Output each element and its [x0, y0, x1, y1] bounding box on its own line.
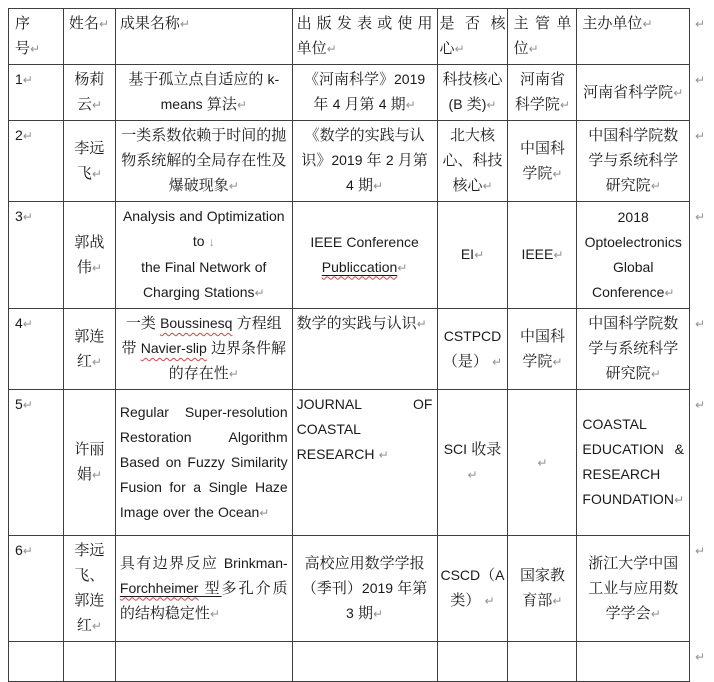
table-row-5-serial[interactable] [9, 390, 64, 536]
paragraph-mark-icon: ↵ [695, 128, 706, 143]
latin-text: CSCD [440, 567, 481, 583]
table-row-6-name[interactable]: 李远飞、郭连红↵ [63, 536, 115, 642]
latin-text: ) [481, 96, 487, 112]
paragraph-mark-icon: ↵ [22, 317, 33, 331]
table-row-7-supervisor[interactable] [508, 642, 577, 682]
latin-text: Regular [119, 403, 169, 420]
table-row-5 [9, 390, 714, 536]
paragraph-mark-icon: ↵ [650, 367, 661, 381]
linebreak-mark-icon: ↓ [208, 235, 215, 249]
latin-text: Fuzzy [187, 453, 225, 470]
paragraph-mark-icon: ↵ [22, 544, 33, 558]
table-row-4-supervisor[interactable]: 中国科学院↵ [508, 309, 577, 390]
paragraph-mark-icon: ↵ [664, 285, 675, 300]
table-row-3-achievement[interactable] [115, 202, 292, 309]
paragraph-mark-icon: ↵ [695, 16, 706, 31]
latin-text: Based [119, 453, 160, 470]
table-row-1 [9, 65, 714, 121]
paragraph-mark-icon: ↵ [228, 179, 239, 193]
results-table-body [9, 9, 714, 682]
paragraph-mark-icon: ↵ [91, 98, 102, 112]
paragraph-mark-icon: ↵ [695, 649, 706, 664]
paragraph-mark-icon: ↵ [378, 448, 389, 462]
paragraph-mark-icon: ↵ [673, 493, 684, 507]
paragraph-mark-icon: ↵ [642, 17, 653, 31]
table-row-6-serial[interactable] [9, 536, 64, 642]
table-row-4-serial[interactable] [9, 309, 64, 390]
latin-text: and [179, 208, 203, 224]
table-row-7-organizer[interactable] [577, 642, 690, 682]
table-row-7-core-status[interactable] [437, 642, 508, 682]
latin-text: Stations [203, 284, 255, 300]
table-row-2 [9, 121, 714, 202]
latin-text: 3 [346, 604, 354, 621]
paragraph-mark-icon: ↵ [254, 286, 265, 300]
latin-text: a [193, 478, 202, 495]
paragraph-mark-icon: ↵ [98, 17, 109, 31]
table-row-3 [9, 202, 714, 309]
paragraph-mark-icon: ↵ [91, 166, 102, 181]
table-row-2-organizer[interactable]: 中国科学院数学与系统科学研究院↵ [577, 121, 690, 202]
table-row-4-name[interactable]: 郭连红↵ [63, 309, 115, 390]
paragraph-mark-icon: ↵ [482, 179, 493, 193]
latin-text: Charging [142, 284, 200, 300]
latin-text: 2019 [394, 71, 426, 87]
table-row-6-core-status[interactable]: CSCD（A 类） ↵ [437, 536, 508, 642]
table-row-5-core-status[interactable]: SCI 收录↵ [437, 390, 508, 536]
paragraph-mark-icon: ↵ [695, 72, 706, 87]
latin-text: 2019 [331, 152, 363, 168]
paragraph-mark-icon: ↵ [30, 42, 41, 56]
paragraph-mark-icon: ↵ [492, 354, 503, 369]
table-row-1-achievement[interactable]: 基于孤立点自适应的 k-means 算法↵ [115, 65, 292, 121]
paragraph-mark-icon: ↵ [259, 505, 270, 520]
header-row-achievement[interactable]: 成果名称↵ [115, 9, 292, 65]
latin-text: 3 [15, 208, 23, 224]
header-row-serial[interactable]: 序 号↵ [9, 9, 64, 65]
paragraph-mark-icon: ↵ [537, 455, 548, 470]
row-end-mark [690, 642, 714, 682]
results-table [8, 8, 714, 682]
table-row-6-achievement[interactable]: 具有边界反应 Brinkman-Forchheimer 型多孔介质的结构稳定性↵ [115, 536, 292, 642]
paragraph-mark-icon: ↵ [474, 248, 485, 262]
latin-text: CSTPCD [443, 327, 502, 344]
latin-text: Algorithm [228, 428, 288, 445]
latin-text: EI [460, 246, 475, 262]
latin-text: COASTAL [296, 421, 361, 437]
latin-text: (B [448, 96, 463, 112]
table-row-3-name[interactable]: 郭战伟↵ [63, 202, 115, 309]
latin-text: IEEE [310, 233, 343, 250]
paragraph-mark-icon: ↵ [326, 42, 337, 56]
spellcheck-squiggle [120, 580, 199, 597]
latin-text: over [162, 503, 191, 520]
row-end-mark [690, 202, 714, 309]
table-row-4-organizer[interactable]: 中国科学院数学与系统科学研究院↵ [577, 309, 690, 390]
latin-text: 4 [332, 96, 341, 112]
paragraph-mark-icon: ↵ [91, 260, 102, 275]
spellcheck-squiggle [160, 315, 232, 332]
latin-text: FOUNDATION [582, 491, 674, 507]
header-row-publisher[interactable]: 出版发表或使用 单位↵ [292, 9, 437, 65]
table-row-2-achievement[interactable]: 一类系数依赖于时间的抛物系统解的全局存在性及爆破现象↵ [115, 121, 292, 202]
latin-text: 5 [15, 396, 23, 412]
table-row-3-organizer[interactable] [577, 202, 690, 309]
latin-text: Fusion [119, 478, 162, 495]
paragraph-mark-icon: ↵ [454, 42, 465, 56]
table-row-1-supervisor[interactable]: 河南省科学院↵ [508, 65, 577, 121]
latin-text: Optoelectronics [584, 233, 682, 250]
header-row [9, 9, 714, 65]
table-row-1-name[interactable]: 杨莉云↵ [63, 65, 115, 121]
latin-text: Analysis [122, 208, 176, 224]
latin-text: to [192, 233, 205, 249]
table-row-2-name[interactable]: 李远飞↵ [63, 121, 115, 202]
table-row-7-achievement[interactable] [115, 642, 292, 682]
paragraph-mark-icon: ↵ [559, 98, 570, 112]
paragraph-mark-icon: ↵ [695, 316, 706, 331]
latin-text: Optimization [206, 208, 285, 224]
paragraph-mark-icon: ↵ [405, 98, 416, 112]
paragraph-mark-icon: ↵ [373, 179, 384, 193]
latin-text: Publiccation [321, 258, 398, 275]
latin-text: Conference [346, 233, 419, 250]
table-row-4-publisher[interactable]: 数学的实践与认识↵ [292, 309, 437, 390]
paragraph-mark-icon: ↵ [209, 606, 220, 621]
table-row-7-publisher[interactable] [292, 642, 437, 682]
table-row-6 [9, 536, 714, 642]
latin-text: 2018 [617, 208, 649, 225]
latin-text: Forchheimer [119, 579, 199, 596]
table-row-7-name[interactable] [63, 642, 115, 682]
table-row-5-achievement[interactable] [115, 390, 292, 536]
latin-text: SCI [443, 441, 468, 457]
paragraph-mark-icon: ↵ [416, 317, 427, 331]
table-row-3-publisher[interactable] [292, 202, 437, 309]
table-row-2-core-status[interactable]: 北大核心、科技核心↵ [437, 121, 508, 202]
paragraph-mark-icon: ↵ [22, 73, 33, 87]
paragraph-mark-icon: ↵ [484, 594, 495, 608]
paragraph-mark-icon: ↵ [552, 166, 563, 181]
paragraph-mark-icon: ↵ [553, 248, 564, 262]
paragraph-mark-icon: ↵ [373, 606, 384, 621]
latin-text: k-means [160, 71, 280, 112]
paragraph-mark-icon: ↵ [486, 98, 497, 112]
spellcheck-squiggle [141, 340, 207, 357]
latin-text: Global [612, 258, 654, 275]
table-row-4 [9, 309, 714, 390]
latin-text: Super-resolution [184, 403, 288, 420]
table-row-2-publisher[interactable]: 《数学的实践与认识》2019 年 2 月第 4 期↵ [292, 121, 437, 202]
paragraph-mark-icon: ↵ [22, 210, 33, 224]
table-row-1-core-status[interactable]: 科技核心(B 类)↵ [437, 65, 508, 121]
latin-text: 2 [15, 127, 23, 143]
table-row-5-publisher[interactable] [292, 390, 437, 536]
row-end-mark [690, 65, 714, 121]
latin-text: 1 [15, 71, 23, 87]
latin-text: IEEE [521, 246, 554, 262]
latin-text: on [165, 453, 182, 470]
latin-text: Ocean [218, 503, 260, 520]
table-row-7 [9, 642, 714, 682]
table-row-4-core-status[interactable]: CSTPCD（是） ↵ [437, 309, 508, 390]
latin-text: & [674, 441, 684, 457]
table-row-7-serial[interactable] [9, 642, 64, 682]
table-row-1-organizer[interactable]: 河南省科学院↵ [577, 65, 690, 121]
paragraph-mark-icon: ↵ [22, 129, 33, 143]
latin-text: Boussinesq [160, 315, 233, 331]
paragraph-mark-icon: ↵ [552, 594, 563, 608]
header-row-name[interactable]: 姓名↵ [63, 9, 115, 65]
table-row-2-serial[interactable] [9, 121, 64, 202]
paragraph-mark-icon: ↵ [528, 42, 539, 56]
latin-text: Navier-slip [140, 340, 207, 356]
latin-text: Single [208, 478, 248, 495]
latin-text: RESEARCH [296, 446, 375, 462]
paragraph-mark-icon: ↵ [650, 606, 661, 621]
paragraph-mark-icon: ↵ [91, 354, 102, 369]
latin-text: 4 [15, 315, 23, 331]
header-row-supervisor[interactable]: 主管单 位↵ [508, 9, 577, 65]
table-row-6-publisher[interactable]: 高校应用数学学报（季刊）2019 年第 3 期↵ [292, 536, 437, 642]
row-end-mark [690, 121, 714, 202]
latin-text: Restoration [119, 428, 192, 445]
latin-text: Network [199, 259, 251, 275]
latin-text: EDUCATION [582, 441, 664, 457]
paragraph-mark-icon: ↵ [228, 367, 239, 381]
latin-text: Haze [254, 478, 288, 495]
latin-text: Brinkman- [223, 554, 288, 571]
paragraph-mark-icon: ↵ [91, 619, 102, 633]
latin-text: OF [413, 396, 433, 412]
paragraph-mark-icon: ↵ [22, 398, 33, 412]
latin-text: 2019 [361, 579, 394, 596]
table-row-1-publisher[interactable]: 《河南科学》2019 年 4 月第 4 期↵ [292, 65, 437, 121]
solid-underline [322, 259, 398, 276]
table-row-5-name[interactable]: 许丽娟↵ [63, 390, 115, 536]
paragraph-mark-icon: ↵ [236, 98, 247, 112]
latin-text: Conference [591, 283, 665, 300]
latin-text: the [141, 259, 161, 275]
latin-text: Image [119, 503, 159, 520]
spellcheck-squiggle [322, 259, 398, 276]
paragraph-mark-icon: ↵ [673, 85, 684, 100]
table-row-6-organizer[interactable]: 浙江大学中国工业与应用数学学会↵ [577, 536, 690, 642]
latin-text: Final [164, 259, 196, 275]
latin-text: 4 [378, 96, 387, 112]
table-row-3-core-status[interactable] [437, 202, 508, 309]
paragraph-mark-icon: ↵ [467, 468, 478, 482]
solid-underline: Forchheimer 型 [119, 579, 222, 597]
table-row-2-supervisor[interactable]: 中国科学院↵ [508, 121, 577, 202]
paragraph-mark-icon: ↵ [695, 543, 706, 558]
table-row-5-organizer[interactable] [577, 390, 690, 536]
paragraph-mark-icon: ↵ [650, 179, 661, 193]
latin-text: 2 [385, 152, 394, 168]
latin-text: COASTAL [582, 416, 647, 432]
paragraph-mark-icon: ↵ [91, 468, 102, 482]
table-row-3-supervisor[interactable] [508, 202, 577, 309]
table-row-4-achievement[interactable]: 一类 Boussinesq 方程组带 Navier-slip 边界条件解的存在性↵ [115, 309, 292, 390]
latin-text: 6 [15, 542, 23, 558]
row-end-mark [690, 390, 714, 536]
table-row-1-serial[interactable] [9, 65, 64, 121]
paragraph-mark-icon: ↵ [695, 397, 706, 412]
paragraph-mark-icon: ↵ [552, 354, 563, 369]
table-row-5-supervisor[interactable] [508, 390, 577, 536]
latin-text: RESEARCH [582, 466, 661, 482]
row-end-mark [690, 309, 714, 390]
latin-text: JOURNAL [296, 396, 362, 412]
latin-text: Similarity [230, 453, 288, 470]
latin-text: A [495, 567, 505, 583]
paragraph-mark-icon: ↵ [695, 209, 706, 224]
header-row-core-status[interactable]: 是否核 心↵ [437, 9, 508, 65]
row-end-mark [690, 536, 714, 642]
latin-text: the [194, 503, 214, 520]
header-row-organizer[interactable]: 主办单位↵ [577, 9, 690, 65]
latin-text: of [254, 259, 267, 275]
paragraph-mark-icon: ↵ [179, 17, 190, 31]
table-row-6-supervisor[interactable]: 国家教育部↵ [508, 536, 577, 642]
row-end-mark [690, 9, 714, 65]
latin-text: 4 [346, 177, 354, 193]
table-row-3-serial[interactable] [9, 202, 64, 309]
paragraph-mark-icon: ↵ [397, 260, 408, 275]
latin-text: for [169, 478, 186, 495]
